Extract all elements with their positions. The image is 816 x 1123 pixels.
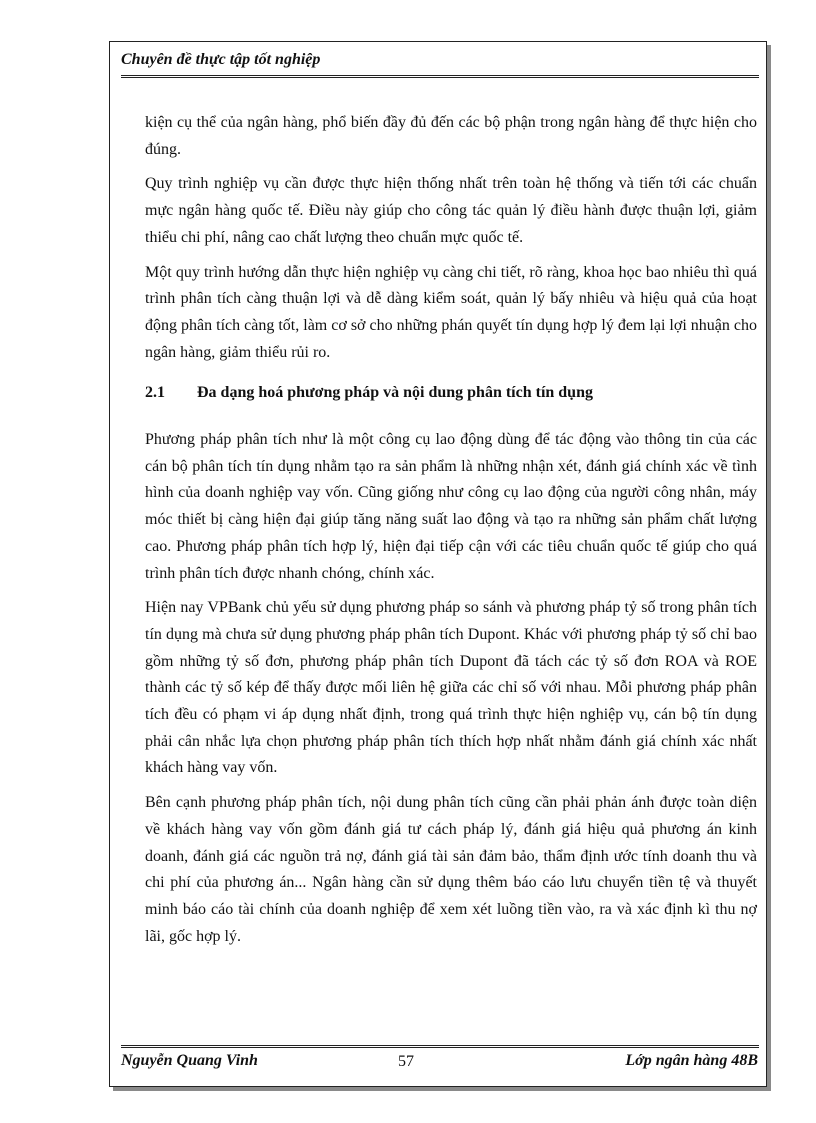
header-title: Chuyên đề thực tập tốt nghiệp [121, 51, 321, 68]
paragraph: Phương pháp phân tích như là một công cụ lao động dùng để tác động vào thông tin của các cán bộ phân tích tín dụng nhằm tạo ra sản phẩm là những nhận xét, đánh giá chính xác về tình hình của doanh nghiệp vay vốn. Cũng giống như công cụ lao động của người công nhân, máy móc thiết bị càng hiện đại giúp tăng năng suất lao động và tạo ra những sản phẩm chất lượng cao. Phương pháp phân tích hợp lý, hiện đại tiếp cận với các tiêu chuẩn quốc tế giúp cho quá trình phân tích được nhanh chóng, chính xác. [145, 431, 757, 582]
paragraph: kiện cụ thể của ngân hàng, phổ biến đầy đủ đến các bộ phận trong ngân hàng để thực hiện cho đúng. [145, 114, 757, 158]
paragraph: Bên cạnh phương pháp phân tích, nội dung phân tích cũng cần phải phản ánh được toàn diện về khách hàng vay vốn gồm đánh giá tư cách pháp lý, đánh giá hiệu quả phương án kinh doanh, đánh giá các nguồn trả nợ, đánh giá tài sản đảm bảo, thẩm định ước tính doanh thu và chi phí của phương án... Ngân hàng cần sử dụng thêm báo cáo lưu chuyển tiền tệ và thuyết minh báo cáo tài chính của doanh nghiệp để xem xét luồng tiền vào, ra và xác định kì thu nợ lãi, gốc hợp lý. [145, 794, 757, 945]
footer-divider [121, 1045, 759, 1048]
paragraph: Quy trình nghiệp vụ cần được thực hiện thống nhất trên toàn hệ thống và tiến tới các chuẩn mực ngân hàng quốc tế. Điều này giúp cho công tác quản lý điều hành được thuận lợi, giảm thiểu chi phí, nâng cao chất lượng theo chuẩn mực quốc tế. [145, 175, 757, 246]
paragraph: Một quy trình hướng dẫn thực hiện nghiệp vụ càng chi tiết, rõ ràng, khoa học bao nhiêu thì quá trình phân tích càng thuận lợi và dễ dàng kiểm soát, quản lý bấy nhiêu và hiệu quả của hoạt động phân tích càng tốt, làm cơ sở cho những phán quyết tín dụng hợp lý đem lại lợi nhuận cho ngân hàng, giảm thiểu rủi ro. [145, 263, 757, 361]
header-divider [121, 75, 759, 78]
page-number: 57 [398, 1053, 414, 1070]
footer-author: Nguyễn Quang Vinh [121, 1052, 258, 1069]
section-title: Đa dạng hoá phương pháp và nội dung phân tích tín dụng [197, 384, 593, 401]
section-number: 2.1 [145, 384, 165, 401]
body-text-top [145, 110, 757, 366]
footer-class-name: Lớp ngân hàng 48B [625, 1052, 758, 1069]
section-heading [145, 384, 757, 402]
body-text-bottom [145, 427, 757, 950]
page-frame-shadow [767, 45, 771, 1090]
paragraph: Hiện nay VPBank chủ yếu sử dụng phương pháp so sánh và phương pháp tỷ số trong phân tích tín dụng mà chưa sử dụng phương pháp phân tích Dupont. Khác với phương pháp tỷ số chỉ bao gồm những tỷ số đơn, phương pháp phân tích Dupont đã tách các tỷ số đơn ROA và ROE thành các tỷ số kép để thấy được mối liên hệ giữa các chỉ số với nhau. Mỗi phương pháp phân tích đều có phạm vi áp dụng nhất định, trong quá trình thực hiện nghiệp vụ, cán bộ tín dụng phải cân nhắc lựa chọn phương pháp phân tích thích hợp nhất nhằm đánh giá chính xác nhất khách hàng vay vốn. [145, 599, 757, 777]
page-frame-shadow [113, 1087, 771, 1091]
